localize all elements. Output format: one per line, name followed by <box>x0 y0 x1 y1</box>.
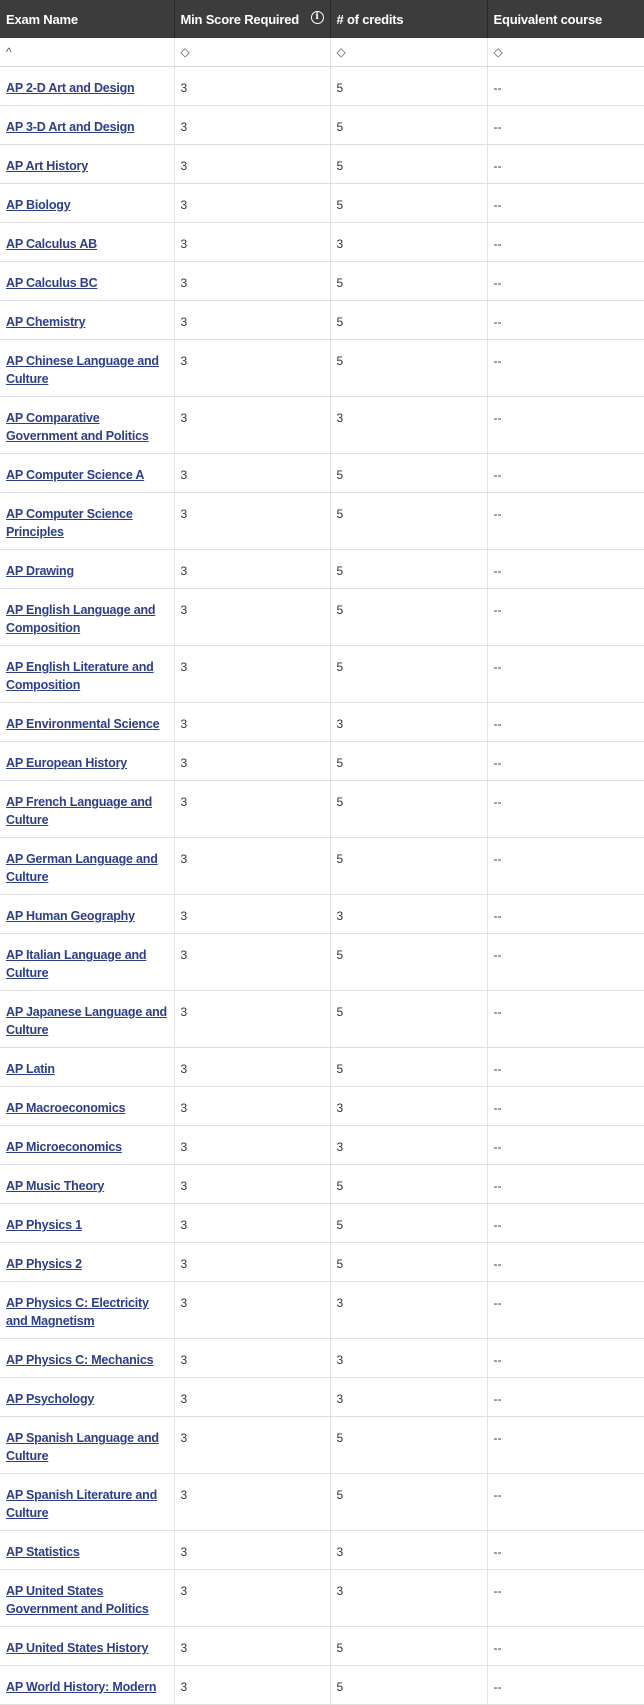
exam-name-cell <box>0 646 174 703</box>
sort-toggle-icon[interactable]: ◇ <box>493 45 503 59</box>
equivalent-course-cell: -- <box>487 1666 644 1705</box>
credits-cell: 5 <box>330 301 487 340</box>
exam-name-cell <box>0 67 174 106</box>
exam-name-cell <box>0 1204 174 1243</box>
equivalent-course-cell: -- <box>487 1048 644 1087</box>
min-score-cell: 3 <box>174 646 330 703</box>
table-row <box>0 895 644 934</box>
table-row <box>0 781 644 838</box>
credits-cell: 3 <box>330 1378 487 1417</box>
exam-link[interactable]: AP United States History <box>6 1641 149 1655</box>
table-row <box>0 493 644 550</box>
exam-name-cell <box>0 991 174 1048</box>
equivalent-course-cell: -- <box>487 838 644 895</box>
table-row <box>0 262 644 301</box>
exam-link[interactable]: AP Comparative Government and Politics <box>6 411 149 443</box>
credits-cell: 5 <box>330 1204 487 1243</box>
equivalent-course-cell: -- <box>487 301 644 340</box>
credits-cell: 5 <box>330 1243 487 1282</box>
exam-link[interactable]: AP Japanese Language and Culture <box>6 1005 167 1037</box>
table-row <box>0 934 644 991</box>
credits-cell: 5 <box>330 1666 487 1705</box>
exam-link[interactable]: AP Microeconomics <box>6 1140 122 1154</box>
sort-toggle-icon[interactable]: ◇ <box>336 45 346 59</box>
exam-name-cell <box>0 340 174 397</box>
exam-name-cell <box>0 493 174 550</box>
credits-cell: 3 <box>330 1570 487 1627</box>
min-score-cell: 3 <box>174 703 330 742</box>
header-exam-name: Exam Name <box>0 0 174 38</box>
min-score-cell: 3 <box>174 934 330 991</box>
min-score-cell: 3 <box>174 1666 330 1705</box>
table-row <box>0 550 644 589</box>
credits-cell: 5 <box>330 184 487 223</box>
equivalent-course-cell: -- <box>487 340 644 397</box>
credits-cell: 5 <box>330 1627 487 1666</box>
table-row <box>0 67 644 106</box>
table-row <box>0 1126 644 1165</box>
exam-link[interactable]: AP Latin <box>6 1062 55 1076</box>
exam-link[interactable]: AP Spanish Literature and Culture <box>6 1488 158 1520</box>
exam-name-cell <box>0 550 174 589</box>
min-score-cell: 3 <box>174 493 330 550</box>
table-row <box>0 340 644 397</box>
table-row <box>0 589 644 646</box>
min-score-cell: 3 <box>174 991 330 1048</box>
min-score-cell: 3 <box>174 1126 330 1165</box>
min-score-cell: 3 <box>174 262 330 301</box>
header-min-score <box>174 0 330 38</box>
credits-cell: 5 <box>330 493 487 550</box>
equivalent-course-cell: -- <box>487 550 644 589</box>
exam-name-cell <box>0 1126 174 1165</box>
equivalent-course-cell: -- <box>487 1378 644 1417</box>
exam-name-cell <box>0 1474 174 1531</box>
credits-cell: 5 <box>330 838 487 895</box>
table-row <box>0 1282 644 1339</box>
exam-link[interactable]: AP 2-D Art and Design <box>6 81 135 95</box>
credits-cell: 5 <box>330 991 487 1048</box>
min-score-cell: 3 <box>174 742 330 781</box>
exam-link[interactable]: AP Spanish Language and Culture <box>6 1431 159 1463</box>
exam-name-cell <box>0 1531 174 1570</box>
min-score-cell: 3 <box>174 1243 330 1282</box>
min-score-cell: 3 <box>174 1378 330 1417</box>
exam-name-cell <box>0 703 174 742</box>
table-row <box>0 1087 644 1126</box>
table-row <box>0 454 644 493</box>
credits-cell: 5 <box>330 454 487 493</box>
exam-name-cell <box>0 454 174 493</box>
exam-name-cell <box>0 742 174 781</box>
equivalent-course-cell: -- <box>487 1204 644 1243</box>
exam-link[interactable]: AP Computer Science A <box>6 468 145 482</box>
exam-link[interactable]: AP United States Government and Politics <box>6 1584 149 1616</box>
exam-name-cell <box>0 1339 174 1378</box>
min-score-cell: 3 <box>174 340 330 397</box>
equivalent-course-cell: -- <box>487 223 644 262</box>
equivalent-course-cell: -- <box>487 262 644 301</box>
table-row <box>0 184 644 223</box>
min-score-cell: 3 <box>174 454 330 493</box>
equivalent-course-cell: -- <box>487 934 644 991</box>
equivalent-course-cell: -- <box>487 184 644 223</box>
exam-link[interactable]: AP Music Theory <box>6 1179 105 1193</box>
min-score-cell: 3 <box>174 301 330 340</box>
table-row <box>0 1378 644 1417</box>
exam-name-cell <box>0 1417 174 1474</box>
exam-link[interactable]: AP French Language and Culture <box>6 795 153 827</box>
exam-name-cell <box>0 397 174 454</box>
exam-name-cell <box>0 1165 174 1204</box>
min-score-cell: 3 <box>174 1570 330 1627</box>
equivalent-course-cell: -- <box>487 1417 644 1474</box>
table-row <box>0 703 644 742</box>
credits-cell: 3 <box>330 1087 487 1126</box>
info-icon[interactable]: i <box>311 11 324 24</box>
exam-name-cell <box>0 1666 174 1705</box>
exam-link[interactable]: AP Statistics <box>6 1545 80 1559</box>
exam-link[interactable]: AP Macroeconomics <box>6 1101 126 1115</box>
credits-cell: 3 <box>330 703 487 742</box>
equivalent-course-cell: -- <box>487 106 644 145</box>
credits-cell: 5 <box>330 550 487 589</box>
header-equivalent-course: Equivalent course <box>487 0 644 38</box>
credits-cell: 3 <box>330 1126 487 1165</box>
equivalent-course-cell: -- <box>487 1474 644 1531</box>
exam-name-cell <box>0 781 174 838</box>
min-score-cell: 3 <box>174 589 330 646</box>
exam-name-cell <box>0 301 174 340</box>
credits-cell: 5 <box>330 1417 487 1474</box>
min-score-cell: 3 <box>174 1627 330 1666</box>
exam-name-cell <box>0 895 174 934</box>
equivalent-course-cell: -- <box>487 1282 644 1339</box>
equivalent-course-cell: -- <box>487 781 644 838</box>
table-row <box>0 397 644 454</box>
header-credits: # of credits <box>330 0 487 38</box>
table-row <box>0 991 644 1048</box>
credits-cell: 5 <box>330 646 487 703</box>
exam-link[interactable]: AP Chemistry <box>6 315 86 329</box>
equivalent-course-cell: -- <box>487 703 644 742</box>
min-score-cell: 3 <box>174 145 330 184</box>
exam-link[interactable]: AP Human Geography <box>6 909 135 923</box>
header-row <box>0 0 644 38</box>
credits-cell: 5 <box>330 781 487 838</box>
equivalent-course-cell: -- <box>487 454 644 493</box>
exam-name-cell <box>0 262 174 301</box>
sort-row <box>0 38 644 67</box>
equivalent-course-cell: -- <box>487 1570 644 1627</box>
min-score-cell: 3 <box>174 67 330 106</box>
exam-link[interactable]: AP World History: Modern <box>6 1680 157 1694</box>
credits-cell: 5 <box>330 742 487 781</box>
exam-name-cell <box>0 1087 174 1126</box>
exam-link[interactable]: AP English Literature and Composition <box>6 660 154 692</box>
table-row <box>0 223 644 262</box>
table-row <box>0 106 644 145</box>
table-row <box>0 1666 644 1705</box>
sort-ascending-icon[interactable]: ^ <box>6 45 12 59</box>
credits-cell: 3 <box>330 1339 487 1378</box>
min-score-cell: 3 <box>174 184 330 223</box>
min-score-cell: 3 <box>174 895 330 934</box>
table-row <box>0 1048 644 1087</box>
exam-name-cell <box>0 1570 174 1627</box>
table-row <box>0 1570 644 1627</box>
credits-cell: 5 <box>330 106 487 145</box>
exam-name-cell <box>0 145 174 184</box>
credits-cell: 5 <box>330 1474 487 1531</box>
credits-cell: 5 <box>330 67 487 106</box>
exam-link[interactable]: AP Italian Language and Culture <box>6 948 147 980</box>
table-row <box>0 1204 644 1243</box>
min-score-cell: 3 <box>174 1531 330 1570</box>
table-row <box>0 1531 644 1570</box>
credits-cell: 5 <box>330 589 487 646</box>
exam-name-cell <box>0 223 174 262</box>
table-row <box>0 1339 644 1378</box>
exam-link[interactable]: AP Biology <box>6 198 71 212</box>
exam-name-cell <box>0 1282 174 1339</box>
equivalent-course-cell: -- <box>487 145 644 184</box>
exam-link[interactable]: AP Chinese Language and Culture <box>6 354 159 386</box>
exam-name-cell <box>0 1378 174 1417</box>
credits-cell: 5 <box>330 1048 487 1087</box>
sort-toggle-icon[interactable]: ◇ <box>180 45 190 59</box>
exam-link[interactable]: AP Drawing <box>6 564 74 578</box>
exam-name-cell <box>0 184 174 223</box>
table-row <box>0 1165 644 1204</box>
equivalent-course-cell: -- <box>487 397 644 454</box>
exam-link[interactable]: AP German Language and Culture <box>6 852 158 884</box>
header-min-score-label: Min Score Required <box>180 11 299 27</box>
min-score-cell: 3 <box>174 1474 330 1531</box>
min-score-cell: 3 <box>174 550 330 589</box>
table-row <box>0 742 644 781</box>
equivalent-course-cell: -- <box>487 67 644 106</box>
credits-cell: 5 <box>330 262 487 301</box>
exam-link[interactable]: AP Art History <box>6 159 88 173</box>
min-score-cell: 3 <box>174 106 330 145</box>
equivalent-course-cell: -- <box>487 1339 644 1378</box>
exam-name-cell <box>0 838 174 895</box>
credits-cell: 5 <box>330 934 487 991</box>
equivalent-course-cell: -- <box>487 1126 644 1165</box>
equivalent-course-cell: -- <box>487 493 644 550</box>
credits-cell: 3 <box>330 1531 487 1570</box>
credits-cell: 5 <box>330 1165 487 1204</box>
min-score-cell: 3 <box>174 1048 330 1087</box>
credits-cell: 3 <box>330 223 487 262</box>
exam-name-cell <box>0 1048 174 1087</box>
min-score-cell: 3 <box>174 838 330 895</box>
exam-link[interactable]: AP Environmental Science <box>6 717 160 731</box>
exam-name-cell <box>0 589 174 646</box>
exam-link[interactable]: AP Psychology <box>6 1392 95 1406</box>
table-row <box>0 301 644 340</box>
min-score-cell: 3 <box>174 1339 330 1378</box>
equivalent-course-cell: -- <box>487 646 644 703</box>
equivalent-course-cell: -- <box>487 1165 644 1204</box>
min-score-cell: 3 <box>174 1204 330 1243</box>
credits-cell: 5 <box>330 340 487 397</box>
min-score-cell: 3 <box>174 781 330 838</box>
exam-name-cell <box>0 1627 174 1666</box>
min-score-cell: 3 <box>174 397 330 454</box>
table-row <box>0 838 644 895</box>
exam-link[interactable]: AP Calculus BC <box>6 276 98 290</box>
exam-name-cell <box>0 106 174 145</box>
min-score-cell: 3 <box>174 1165 330 1204</box>
exam-name-cell <box>0 1243 174 1282</box>
table-row <box>0 1417 644 1474</box>
equivalent-course-cell: -- <box>487 895 644 934</box>
credits-cell: 3 <box>330 895 487 934</box>
exam-link[interactable]: AP Physics 2 <box>6 1257 82 1271</box>
equivalent-course-cell: -- <box>487 589 644 646</box>
equivalent-course-cell: -- <box>487 742 644 781</box>
table-row <box>0 145 644 184</box>
exam-link[interactable]: AP Physics C: Mechanics <box>6 1353 154 1367</box>
table-row <box>0 1627 644 1666</box>
credits-cell: 5 <box>330 145 487 184</box>
exam-link[interactable]: AP 3-D Art and Design <box>6 120 135 134</box>
exam-link[interactable]: AP Calculus AB <box>6 237 97 251</box>
exam-link[interactable]: AP Computer Science Principles <box>6 507 133 539</box>
exam-link[interactable]: AP Physics 1 <box>6 1218 82 1232</box>
min-score-cell: 3 <box>174 1087 330 1126</box>
equivalent-course-cell: -- <box>487 1087 644 1126</box>
min-score-cell: 3 <box>174 1282 330 1339</box>
table-row <box>0 1474 644 1531</box>
exam-link[interactable]: AP English Language and Composition <box>6 603 156 635</box>
credits-cell: 3 <box>330 1282 487 1339</box>
credits-cell: 3 <box>330 397 487 454</box>
exam-link[interactable]: AP European History <box>6 756 127 770</box>
exam-link[interactable]: AP Physics C: Electricity and Magnetism <box>6 1296 149 1328</box>
equivalent-course-cell: -- <box>487 1627 644 1666</box>
table-row <box>0 1243 644 1282</box>
equivalent-course-cell: -- <box>487 1243 644 1282</box>
min-score-cell: 3 <box>174 223 330 262</box>
equivalent-course-cell: -- <box>487 991 644 1048</box>
min-score-cell: 3 <box>174 1417 330 1474</box>
equivalent-course-cell: -- <box>487 1531 644 1570</box>
exam-name-cell <box>0 934 174 991</box>
table-row <box>0 646 644 703</box>
